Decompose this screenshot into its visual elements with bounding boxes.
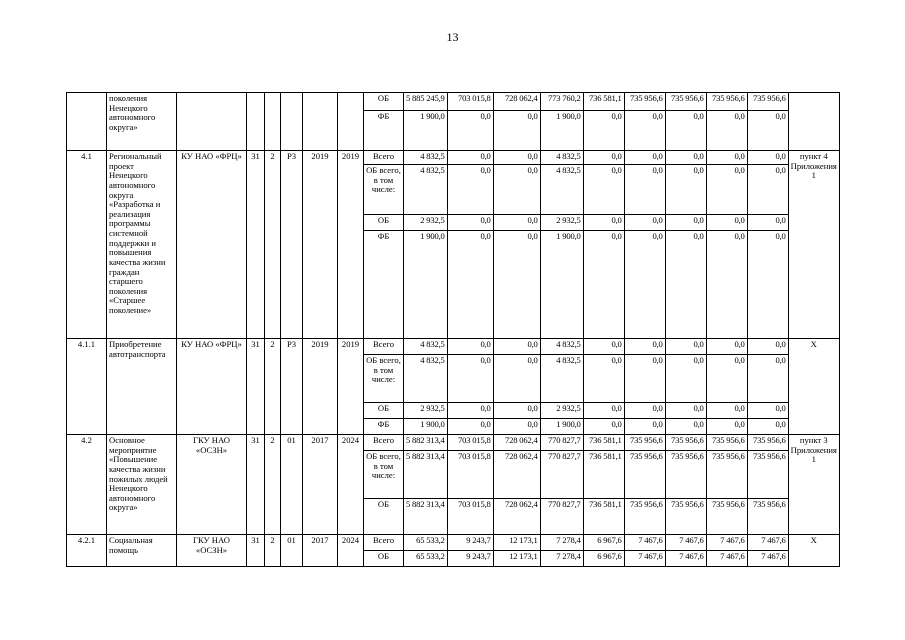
source-cell: ОБ [364,403,404,419]
amount-cell: 12 173,1 [493,535,540,551]
amount-cell: 7 467,6 [706,535,747,551]
amount-cell: 0,0 [665,215,706,231]
amount-cell: 7 278,4 [540,551,583,567]
amount-cell: 0,0 [665,355,706,403]
amount-cell: 0,0 [747,231,788,339]
source-cell: Всего [364,535,404,551]
amount-cell: 736 581,1 [583,93,624,111]
row-number: 4.2 [67,435,107,535]
note-cell [788,93,839,151]
amount-cell: 736 581,1 [583,435,624,451]
section-code: 2 [265,151,281,339]
subsection-code: 01 [281,535,303,567]
amount-cell: 0,0 [747,419,788,435]
amount-cell: 728 062,4 [493,93,540,111]
source-cell: ОБ всего, в том числе: [364,451,404,499]
page-number: 13 [446,30,459,44]
amount-cell: 0,0 [706,339,747,355]
empty-cell [265,93,281,151]
amount-cell: 7 467,6 [665,535,706,551]
amount-cell: 728 062,4 [493,499,540,535]
amount-cell: 770 827,7 [540,499,583,535]
amount-cell: 728 062,4 [493,435,540,451]
amount-cell: 0,0 [583,151,624,165]
amount-cell: 735 956,6 [624,451,665,499]
amount-cell: 0,0 [624,355,665,403]
amount-cell: 7 467,6 [747,551,788,567]
amount-cell: 4 832,5 [540,339,583,355]
amount-cell: 12 173,1 [493,551,540,567]
executor: КУ НАО «ФРЦ» [177,151,247,339]
grbs-code: 31 [247,151,265,339]
amount-cell: 7 467,6 [706,551,747,567]
amount-cell: 0,0 [706,111,747,151]
end-year: 2024 [338,435,364,535]
amount-cell: 1 900,0 [404,111,448,151]
amount-cell: 0,0 [747,215,788,231]
measure-name: Региональный проект Ненецкого автономного округа «Разработка и реализация программы системной поддержки и повышения качества жизни граждан старшего поколения «Старшее поколение» [107,151,177,339]
amount-cell: 7 278,4 [540,535,583,551]
table-row [67,93,840,111]
amount-cell: 4 832,5 [540,151,583,165]
amount-cell: 65 533,2 [404,535,448,551]
note-cell: Х [788,535,839,567]
grbs-code: 31 [247,435,265,535]
amount-cell: 9 243,7 [447,551,493,567]
table-row [67,435,840,451]
start-year: 2019 [303,151,338,339]
source-cell: ФБ [364,419,404,435]
amount-cell: 0,0 [624,215,665,231]
amount-cell: 735 956,6 [665,93,706,111]
amount-cell: 0,0 [447,339,493,355]
row-number [67,93,107,151]
amount-cell: 4 832,5 [404,355,448,403]
amount-cell: 0,0 [706,165,747,215]
amount-cell: 0,0 [665,151,706,165]
amount-cell: 0,0 [583,339,624,355]
amount-cell: 0,0 [493,215,540,231]
amount-cell: 0,0 [665,111,706,151]
amount-cell: 7 467,6 [747,535,788,551]
amount-cell: 7 467,6 [624,535,665,551]
source-cell: ОБ [364,551,404,567]
amount-cell: 0,0 [747,165,788,215]
amount-cell: 0,0 [747,355,788,403]
amount-cell: 0,0 [624,151,665,165]
amount-cell: 7 467,6 [665,551,706,567]
amount-cell: 0,0 [493,339,540,355]
amount-cell: 735 956,6 [665,451,706,499]
amount-cell: 0,0 [493,231,540,339]
amount-cell: 5 885 245,9 [404,93,448,111]
source-cell: ФБ [364,231,404,339]
grbs-code: 31 [247,339,265,435]
amount-cell: 0,0 [665,419,706,435]
amount-cell: 1 900,0 [540,419,583,435]
amount-cell: 728 062,4 [493,451,540,499]
amount-cell: 0,0 [624,231,665,339]
amount-cell: 4 832,5 [540,165,583,215]
end-year: 2019 [338,151,364,339]
amount-cell: 1 900,0 [404,231,448,339]
amount-cell: 0,0 [493,419,540,435]
amount-cell: 0,0 [447,165,493,215]
program-finance-table [66,92,840,567]
amount-cell: 0,0 [447,419,493,435]
end-year: 2024 [338,535,364,567]
amount-cell: 735 956,6 [747,435,788,451]
amount-cell: 0,0 [665,165,706,215]
amount-cell: 735 956,6 [706,451,747,499]
row-number: 4.1 [67,151,107,339]
amount-cell: 0,0 [583,403,624,419]
amount-cell: 770 827,7 [540,451,583,499]
amount-cell: 0,0 [447,355,493,403]
row-number: 4.2.1 [67,535,107,567]
executor: КУ НАО «ФРЦ» [177,339,247,435]
empty-cell [247,93,265,151]
amount-cell: 0,0 [583,111,624,151]
amount-cell: 0,0 [447,215,493,231]
amount-cell: 0,0 [706,151,747,165]
amount-cell: 0,0 [447,231,493,339]
amount-cell: 0,0 [706,355,747,403]
amount-cell: 0,0 [706,215,747,231]
executor: ГКУ НАО «ОСЗН» [177,535,247,567]
amount-cell: 9 243,7 [447,535,493,551]
amount-cell: 0,0 [747,151,788,165]
measure-name: Основное мероприятие «Повышение качества жизни пожилых людей Ненецкого автономного округа» [107,435,177,535]
note-cell: пункт 3 Приложения 1 [788,435,839,535]
amount-cell: 1 900,0 [540,231,583,339]
amount-cell: 735 956,6 [624,499,665,535]
amount-cell: 0,0 [706,419,747,435]
amount-cell: 735 956,6 [706,499,747,535]
amount-cell: 0,0 [583,165,624,215]
grbs-code: 31 [247,535,265,567]
empty-cell [338,93,364,151]
source-cell: ОБ [364,93,404,111]
amount-cell: 0,0 [747,403,788,419]
amount-cell: 0,0 [493,151,540,165]
amount-cell: 0,0 [624,111,665,151]
row-number: 4.1.1 [67,339,107,435]
source-cell: Всего [364,151,404,165]
amount-cell: 0,0 [493,111,540,151]
empty-cell [303,93,338,151]
amount-cell: 4 832,5 [404,165,448,215]
measure-name: Приобретение автотранспорта [107,339,177,435]
source-cell: ОБ [364,215,404,231]
amount-cell: 735 956,6 [706,93,747,111]
measure-name: Социальная помощь [107,535,177,567]
end-year: 2019 [338,339,364,435]
start-year: 2019 [303,339,338,435]
amount-cell: 0,0 [706,231,747,339]
amount-cell: 0,0 [583,215,624,231]
amount-cell: 735 956,6 [665,435,706,451]
amount-cell: 4 832,5 [540,355,583,403]
note-cell: Х [788,339,839,435]
start-year: 2017 [303,535,338,567]
amount-cell: 0,0 [665,403,706,419]
source-cell: ОБ [364,499,404,535]
amount-cell: 0,0 [624,419,665,435]
amount-cell: 735 956,6 [747,93,788,111]
amount-cell: 4 832,5 [404,339,448,355]
amount-cell: 703 015,8 [447,435,493,451]
amount-cell: 0,0 [493,403,540,419]
note-cell: пункт 4 Приложения 1 [788,151,839,339]
amount-cell: 0,0 [583,419,624,435]
amount-cell: 0,0 [624,403,665,419]
amount-cell: 4 832,5 [404,151,448,165]
source-cell: ОБ всего, в том числе: [364,355,404,403]
amount-cell: 0,0 [583,355,624,403]
table-row [67,151,840,165]
empty-cell [177,93,247,151]
table-row [67,535,840,551]
amount-cell: 0,0 [447,403,493,419]
amount-cell: 7 467,6 [624,551,665,567]
amount-cell: 65 533,2 [404,551,448,567]
amount-cell: 0,0 [447,151,493,165]
amount-cell: 735 956,6 [665,499,706,535]
subsection-code: 01 [281,435,303,535]
source-cell: ФБ [364,111,404,151]
amount-cell: 773 760,2 [540,93,583,111]
amount-cell: 5 882 313,4 [404,499,448,535]
amount-cell: 0,0 [493,355,540,403]
subsection-code: Р3 [281,339,303,435]
amount-cell: 0,0 [447,111,493,151]
amount-cell: 0,0 [583,231,624,339]
amount-cell: 2 932,5 [540,215,583,231]
amount-cell: 703 015,8 [447,499,493,535]
source-cell: ОБ всего, в том числе: [364,165,404,215]
amount-cell: 6 967,6 [583,535,624,551]
empty-cell [281,93,303,151]
amount-cell: 2 932,5 [404,215,448,231]
amount-cell: 703 015,8 [447,93,493,111]
section-code: 2 [265,535,281,567]
amount-cell: 735 956,6 [747,499,788,535]
amount-cell: 0,0 [624,339,665,355]
measure-name: поколения Ненецкого автономного округа» [107,93,177,151]
subsection-code: Р3 [281,151,303,339]
source-cell: Всего [364,339,404,355]
amount-cell: 735 956,6 [624,435,665,451]
amount-cell: 0,0 [665,339,706,355]
amount-cell: 0,0 [747,339,788,355]
amount-cell: 0,0 [747,111,788,151]
section-code: 2 [265,435,281,535]
amount-cell: 735 956,6 [747,451,788,499]
amount-cell: 0,0 [493,165,540,215]
amount-cell: 5 882 313,4 [404,451,448,499]
amount-cell: 0,0 [624,165,665,215]
executor: ГКУ НАО «ОСЗН» [177,435,247,535]
amount-cell: 6 967,6 [583,551,624,567]
amount-cell: 0,0 [665,231,706,339]
amount-cell: 1 900,0 [404,419,448,435]
amount-cell: 703 015,8 [447,451,493,499]
source-cell: Всего [364,435,404,451]
amount-cell: 2 932,5 [404,403,448,419]
amount-cell: 5 882 313,4 [404,435,448,451]
amount-cell: 736 581,1 [583,499,624,535]
section-code: 2 [265,339,281,435]
amount-cell: 770 827,7 [540,435,583,451]
amount-cell: 2 932,5 [540,403,583,419]
amount-cell: 735 956,6 [706,435,747,451]
amount-cell: 1 900,0 [540,111,583,151]
amount-cell: 736 581,1 [583,451,624,499]
table-row [67,339,840,355]
amount-cell: 0,0 [706,403,747,419]
start-year: 2017 [303,435,338,535]
amount-cell: 735 956,6 [624,93,665,111]
